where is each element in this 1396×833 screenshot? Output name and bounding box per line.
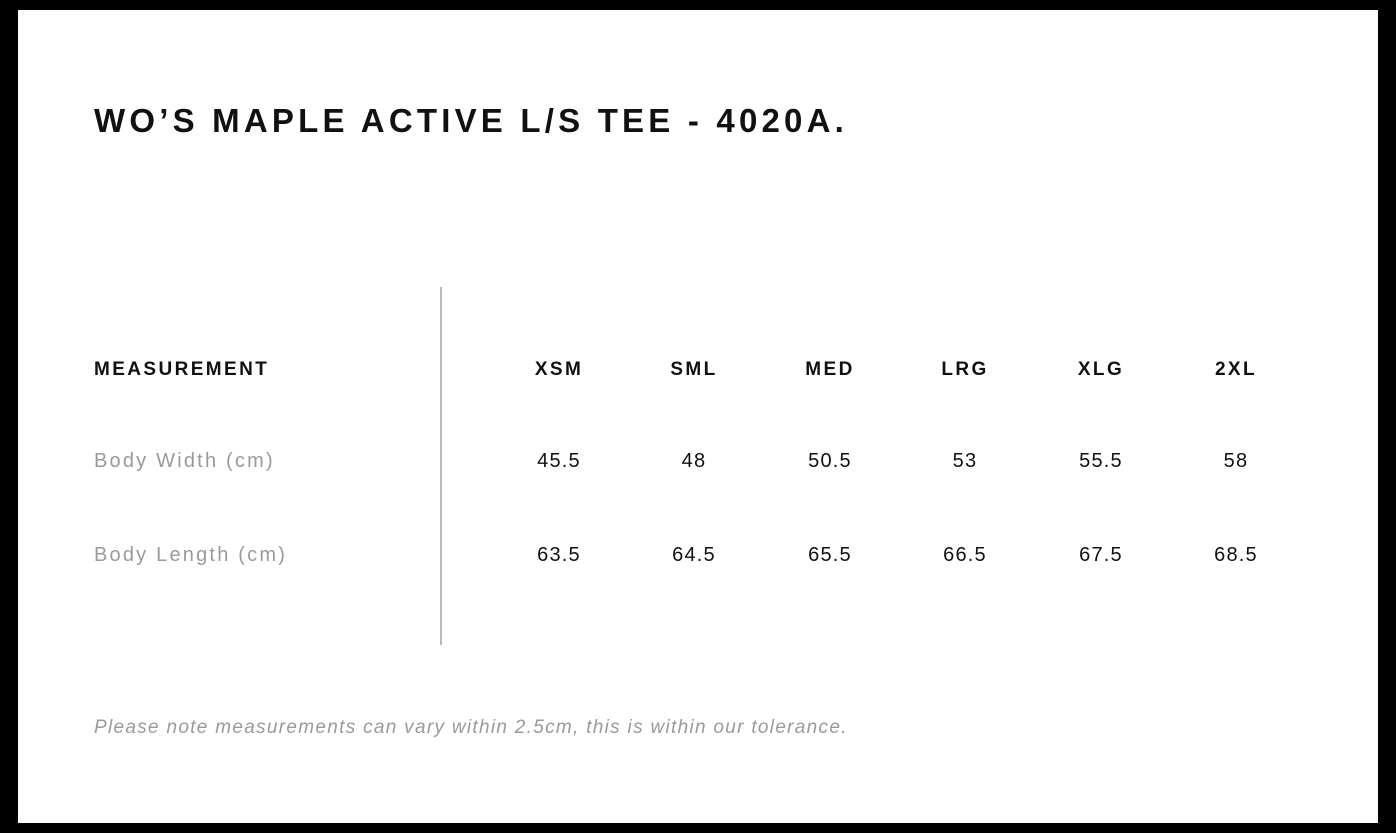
- table-row: [18, 540, 1378, 570]
- column-header-size-2xl: 2XL: [1214, 359, 1258, 380]
- tolerance-note: Please note measurements can vary within 2.5cm, this is within our tolerance.: [94, 717, 848, 738]
- column-header-size-med: MED: [805, 359, 855, 380]
- cell-body-width-sml: 48: [681, 450, 707, 472]
- row-label-body-length: Body Length (cm): [94, 544, 288, 566]
- cell-body-width-med: 50.5: [808, 450, 852, 472]
- size-chart-table: [18, 10, 1378, 823]
- column-header-size-xlg: XLG: [1077, 359, 1125, 380]
- cell-body-length-2xl: 68.5: [1214, 544, 1258, 566]
- cell-body-width-xsm: 45.5: [537, 450, 581, 472]
- row-label-body-width: Body Width (cm): [94, 450, 275, 472]
- column-header-size-xsm: XSM: [534, 359, 584, 380]
- cell-body-length-xlg: 67.5: [1079, 544, 1123, 566]
- size-chart-page: [18, 10, 1378, 823]
- column-header-measurement: MEASUREMENT: [94, 359, 270, 380]
- cell-body-length-sml: 64.5: [672, 544, 716, 566]
- column-header-size-lrg: LRG: [941, 359, 989, 380]
- cell-body-width-2xl: 58: [1223, 450, 1249, 472]
- cell-body-width-lrg: 53: [952, 450, 978, 472]
- table-row: [18, 446, 1378, 476]
- cell-body-length-lrg: 66.5: [943, 544, 987, 566]
- cell-body-length-med: 65.5: [808, 544, 852, 566]
- page-title: WO’S MAPLE ACTIVE L/S TEE - 4020A.: [94, 102, 849, 139]
- cell-body-width-xlg: 55.5: [1079, 450, 1123, 472]
- cell-body-length-xsm: 63.5: [537, 544, 581, 566]
- column-header-size-sml: SML: [670, 359, 718, 380]
- table-header-row: [18, 355, 1378, 385]
